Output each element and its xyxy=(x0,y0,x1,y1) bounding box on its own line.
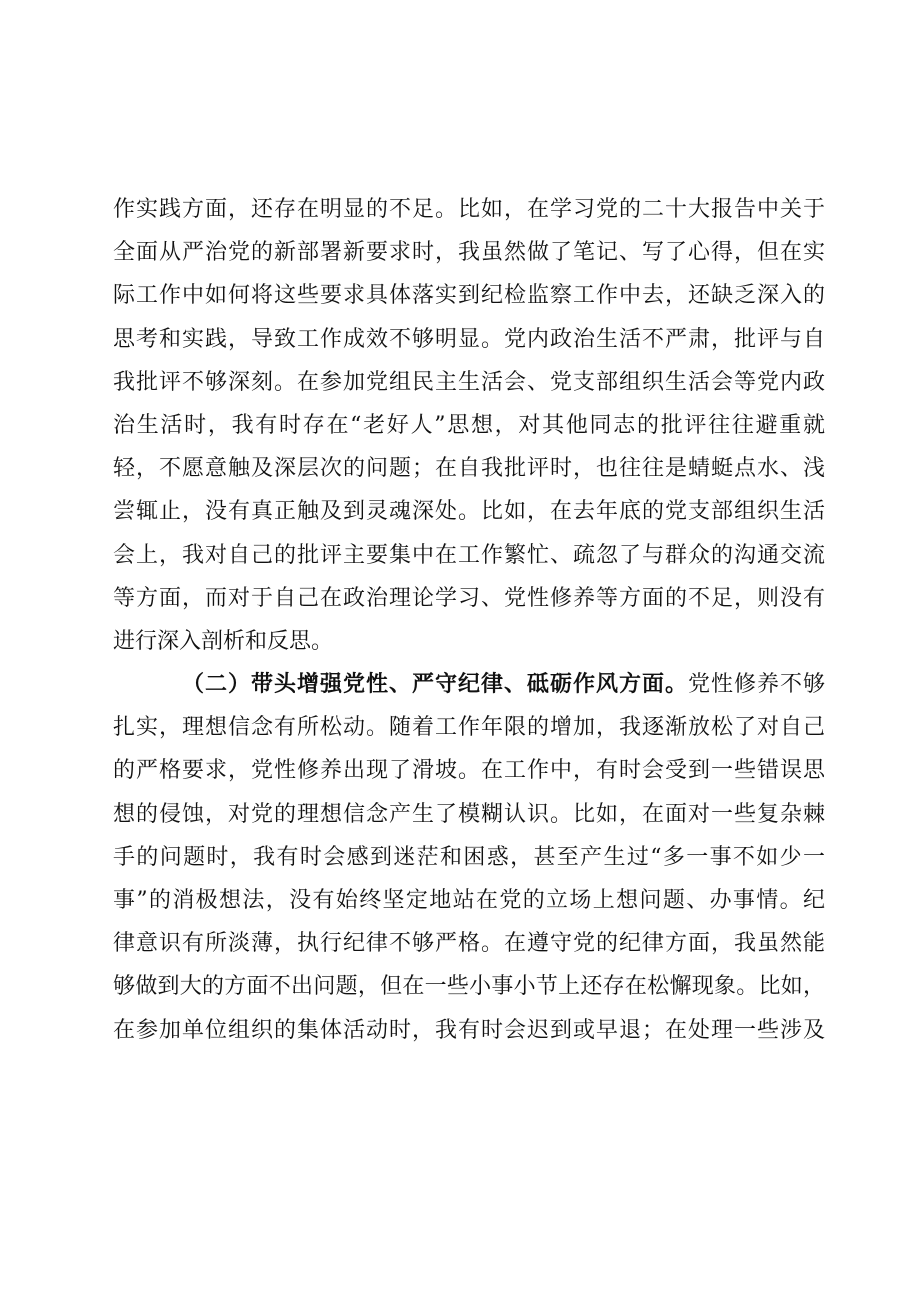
text-line: 想的侵蚀，对党的理想信念产生了模糊认识。比如，在面对一些复杂棘 xyxy=(113,801,825,827)
text-line: 进行深入剖析和反思。 xyxy=(113,628,334,654)
text-line: 作实践方面，还存在明显的不足。比如，在学习党的二十大报告中关于 xyxy=(113,197,825,222)
paragraph-1 xyxy=(113,188,825,663)
text-line-first xyxy=(113,663,825,706)
text-line: 全面从严治党的新部署新要求时，我虽然做了笔记、写了心得，但在实 xyxy=(113,240,825,266)
text-line: 在参加单位组织的集体活动时，我有时会迟到或早退；在处理一些涉及 xyxy=(113,1017,825,1043)
heading-line-rest: 党性修养不够 xyxy=(687,672,825,698)
text-line: 的严格要求，党性修养出现了滑坡。在工作中，有时会受到一些错误思 xyxy=(113,758,825,784)
body-text xyxy=(113,188,825,1052)
text-line: 等方面，而对于自己在政治理论学习、党性修养等方面的不足，则没有 xyxy=(113,585,825,611)
text-line: 治生活时，我有时存在“老好人”思想，对其他同志的批评往往避重就 xyxy=(113,412,825,438)
text-line: 尝辄止，没有真正触及到灵魂深处。比如，在去年底的党支部组织生活 xyxy=(113,499,825,525)
paragraph-2 xyxy=(113,663,825,1052)
section-heading: （二）带头增强党性、严守纪律、砥砺作风方面。 xyxy=(181,671,688,698)
text-line: 事”的消极想法，没有始终坚定地站在党的立场上想问题、办事情。纪 xyxy=(113,888,825,913)
text-line: 律意识有所淡薄，执行纪律不够严格。在遵守党的纪律方面，我虽然能 xyxy=(113,931,825,957)
text-line: 际工作中如何将这些要求具体落实到纪检监察工作中去，还缺乏深入的 xyxy=(113,283,825,309)
text-line: 扎实，理想信念有所松动。随着工作年限的增加，我逐渐放松了对自己 xyxy=(113,715,825,741)
text-line: 我批评不够深刻。在参加党组民主生活会、党支部组织生活会等党内政 xyxy=(113,369,825,395)
text-line: 够做到大的方面不出问题，但在一些小事小节上还存在松懈现象。比如， xyxy=(113,974,825,1000)
text-line: 会上，我对自己的批评主要集中在工作繁忙、疏忽了与群众的沟通交流 xyxy=(113,542,825,568)
text-line: 思考和实践，导致工作成效不够明显。党内政治生活不严肃，批评与自 xyxy=(113,326,825,352)
text-line: 手的问题时，我有时会感到迷茫和困惑，甚至产生过“多一事不如少一 xyxy=(113,844,825,870)
text-line: 轻，不愿意触及深层次的问题；在自我批评时，也往往是蜻蜓点水、浅 xyxy=(113,456,825,482)
